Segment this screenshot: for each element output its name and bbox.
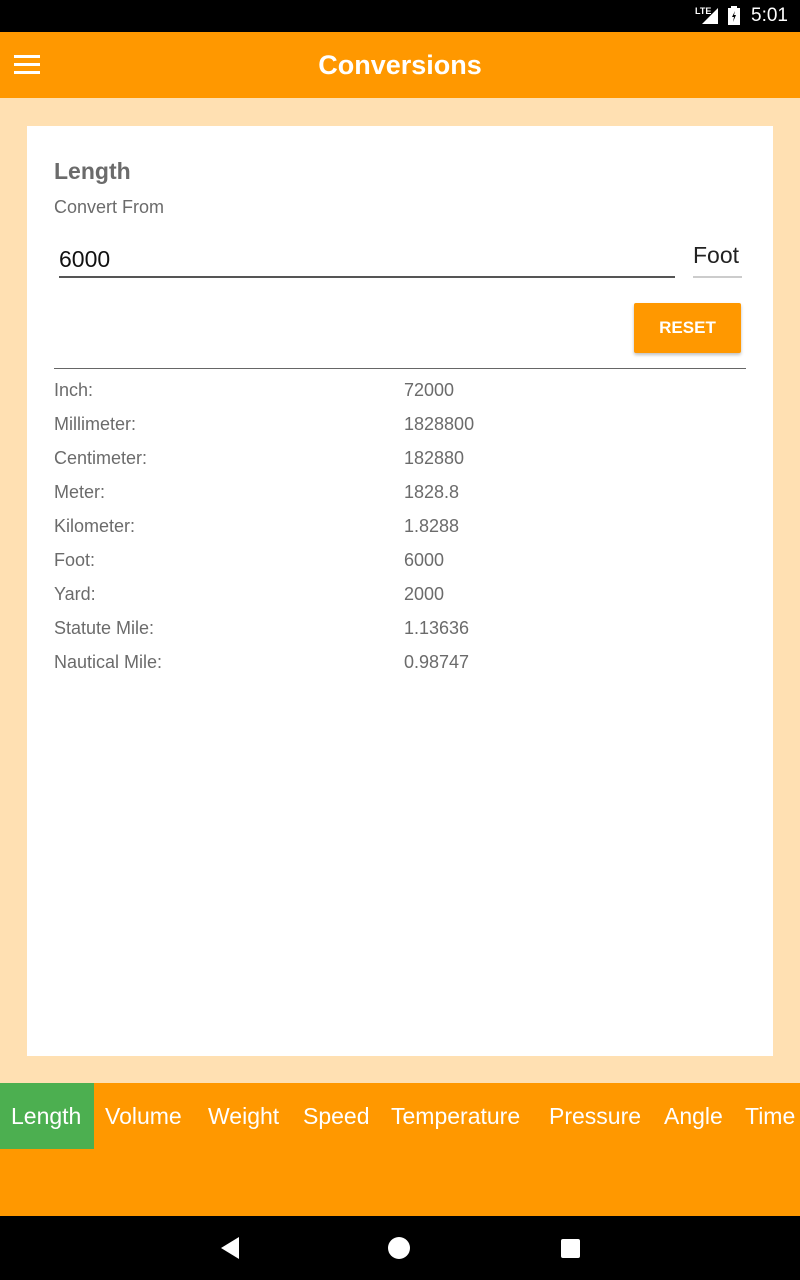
result-label: Millimeter: bbox=[54, 414, 137, 434]
result-row bbox=[54, 646, 746, 680]
result-label: Kilometer: bbox=[54, 516, 136, 536]
tab-weight[interactable]: Weight bbox=[208, 1103, 280, 1129]
tab-temperature[interactable]: Temperature bbox=[391, 1103, 521, 1129]
result-label: Centimeter: bbox=[54, 448, 148, 468]
page-title: Conversions bbox=[318, 50, 482, 80]
tab-angle[interactable]: Angle bbox=[664, 1103, 723, 1129]
result-label: Foot: bbox=[54, 550, 96, 570]
tab-time[interactable]: Time bbox=[745, 1103, 796, 1129]
reset-button[interactable]: RESET bbox=[634, 303, 741, 353]
result-row bbox=[54, 476, 746, 510]
converter-card bbox=[27, 126, 773, 1056]
signal-icon bbox=[702, 8, 718, 24]
result-row bbox=[54, 612, 746, 646]
result-row bbox=[54, 544, 746, 578]
result-row bbox=[54, 578, 746, 612]
result-row bbox=[54, 374, 746, 408]
network-type: LTE bbox=[695, 6, 712, 16]
tab-length[interactable]: Length bbox=[0, 1083, 94, 1149]
category-tabs bbox=[0, 1083, 800, 1216]
category-title: Length bbox=[54, 158, 131, 184]
tab-pressure[interactable]: Pressure bbox=[549, 1103, 642, 1129]
recents-icon[interactable] bbox=[561, 1239, 580, 1258]
result-label: Yard: bbox=[54, 584, 96, 604]
app-bar bbox=[0, 32, 800, 98]
convert-from-label: Convert From bbox=[54, 197, 165, 217]
unit-dropdown[interactable]: Foot bbox=[693, 242, 742, 278]
result-row bbox=[54, 442, 746, 476]
result-value: 2000 bbox=[404, 584, 445, 604]
value-input[interactable] bbox=[59, 242, 675, 278]
result-label: Meter: bbox=[54, 482, 106, 502]
result-row bbox=[54, 408, 746, 442]
result-value: 1828.8 bbox=[404, 482, 460, 502]
result-value: 1828800 bbox=[404, 414, 475, 434]
result-label: Statute Mile: bbox=[54, 618, 155, 638]
results-list bbox=[54, 374, 746, 680]
result-row bbox=[54, 510, 746, 544]
result-value: 0.98747 bbox=[404, 652, 470, 672]
tab-speed[interactable]: Speed bbox=[303, 1103, 370, 1129]
battery-icon bbox=[728, 6, 740, 25]
divider bbox=[54, 368, 746, 369]
result-label: Inch: bbox=[54, 380, 94, 400]
clock: 5:01 bbox=[751, 5, 788, 26]
result-label: Nautical Mile: bbox=[54, 652, 163, 672]
home-icon[interactable] bbox=[388, 1237, 410, 1259]
result-value: 6000 bbox=[404, 550, 445, 570]
back-icon[interactable] bbox=[220, 1236, 240, 1260]
result-value: 72000 bbox=[404, 380, 455, 400]
result-value: 1.8288 bbox=[404, 516, 460, 536]
status-bar bbox=[0, 0, 800, 32]
result-value: 182880 bbox=[404, 448, 465, 468]
result-value: 1.13636 bbox=[404, 618, 470, 638]
navigation-bar bbox=[0, 1216, 800, 1280]
tab-volume[interactable]: Volume bbox=[105, 1103, 182, 1129]
